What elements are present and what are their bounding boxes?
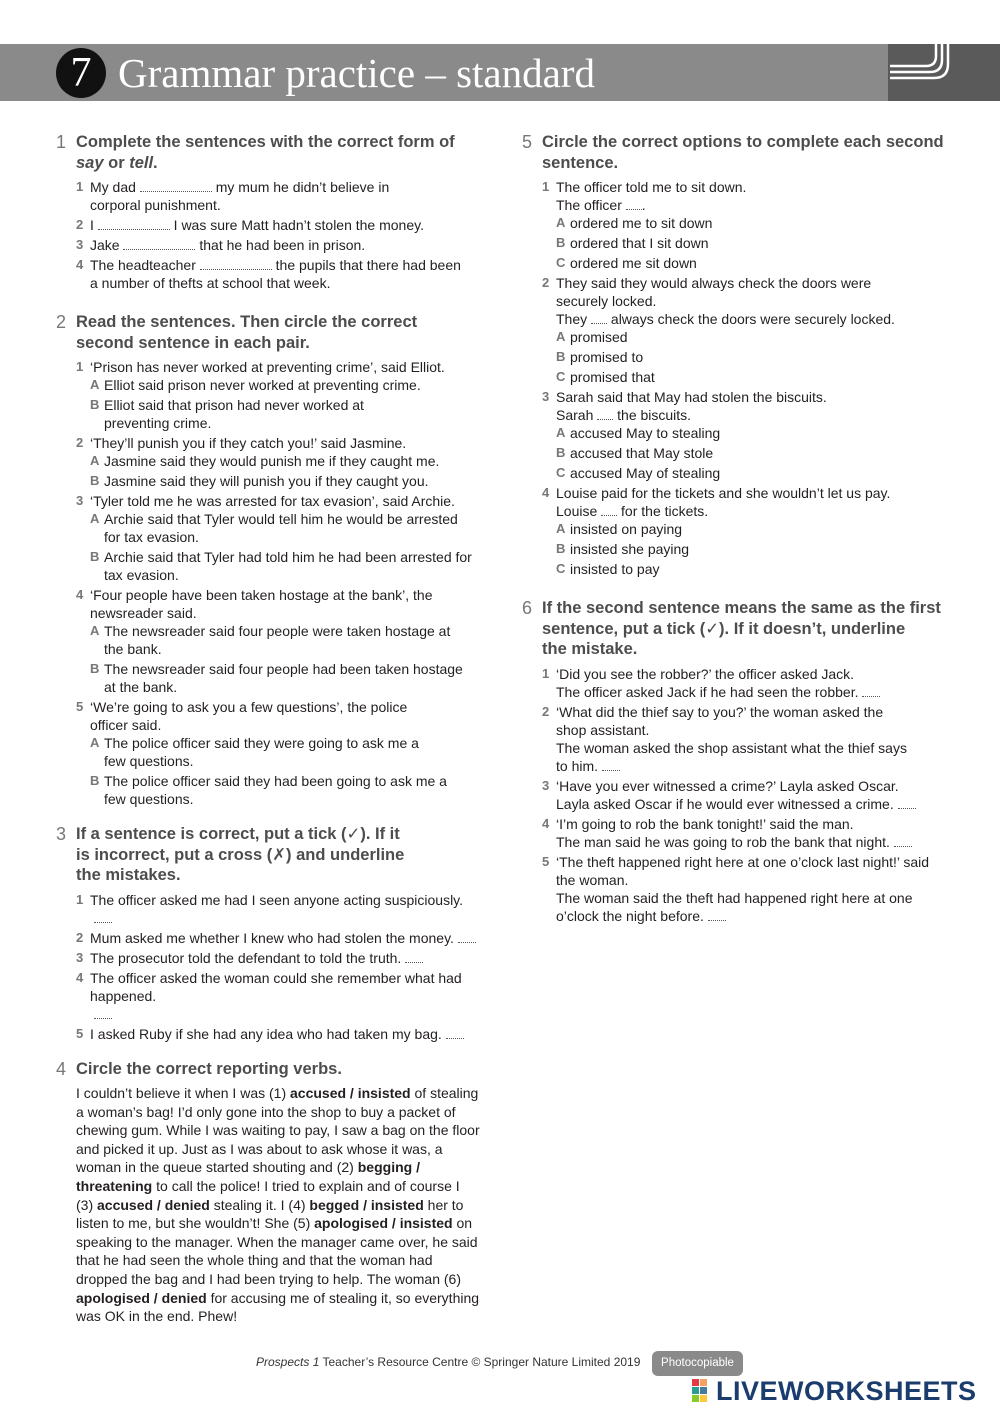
list-item: 3 Sarah said that May had stolen the biscuits. Sarah the biscuits. A accused May to stealing B accused that May stole C accused May of stealing: [542, 388, 946, 482]
answer-option[interactable]: B insisted she paying: [556, 541, 690, 557]
page-title: Grammar practice – standard: [118, 50, 595, 96]
answer-option[interactable]: B ordered that I sit down: [556, 235, 709, 251]
answer-option[interactable]: B The newsreader said four people had been taken hostage at the bank.: [90, 661, 463, 695]
gap-sentence: The officer .: [556, 197, 646, 213]
list-item: 2 I I was sure Matt hadn’t stolen the money.: [76, 217, 424, 233]
reported-sentence: The officer asked Jack if he had seen the robber.: [556, 683, 946, 701]
answer-option[interactable]: A The newsreader said four people were taken hostage at the bank.: [90, 623, 451, 657]
option-pair[interactable]: apologised / denied: [76, 1289, 207, 1306]
exercise-5: [522, 132, 946, 578]
exercise-title: Circle the correct reporting verbs.: [76, 1059, 342, 1078]
answer-option[interactable]: B Archie said that Tyler had told him he had been arrested for tax evasion.: [90, 549, 472, 583]
exercise-title: Circle the correct options to complete each second sentence.: [542, 133, 944, 172]
answer-blank[interactable]: [601, 505, 617, 516]
list-item: 4 The officer asked the woman could she remember what had happened.: [76, 969, 480, 1023]
list-item: 1 ‘Did you see the robber?’ the officer asked Jack. The officer asked Jack if he had seen the robber.: [542, 665, 946, 701]
answer-blank[interactable]: [98, 219, 170, 230]
gap-sentence: Sarah the biscuits.: [556, 407, 692, 423]
answer-option[interactable]: B Jasmine said they will punish you if they caught you.: [90, 473, 429, 489]
answer-option[interactable]: C accused May of stealing: [556, 465, 721, 481]
exercise-4: [56, 1059, 480, 1326]
exercise-title: If the second sentence means the same as the first sentence, put a tick (✓). If it doesn’t, underline the mistake.: [542, 599, 941, 658]
answer-blank[interactable]: [140, 181, 212, 192]
gap-sentence: Louise for the tickets.: [556, 503, 709, 519]
list-item: 4 Louise paid for the tickets and she wouldn’t let us pay. Louise for the tickets. A insisted on paying B insisted she paying C insisted to pay: [542, 484, 946, 578]
reported-sentence: Layla asked Oscar if he would ever witnessed a crime.: [556, 795, 946, 813]
reported-sentence: The man said he was going to rob the bank that night.: [556, 833, 946, 851]
right-column: [522, 132, 946, 939]
answer-blank[interactable]: [597, 409, 613, 420]
answer-blank[interactable]: [602, 760, 620, 771]
list-item: 2 Mum asked me whether I knew who had stolen the money.: [76, 929, 480, 947]
answer-option[interactable]: A The police officer said they were going to ask me a few questions.: [90, 735, 419, 769]
answer-option[interactable]: C insisted to pay: [556, 561, 660, 577]
brand-logo[interactable]: LIVEWORKSHEETS: [692, 1376, 977, 1406]
unit-number-badge: 7: [56, 48, 106, 98]
corner-curves-icon: [888, 44, 1000, 101]
exercise-title: Read the sentences. Then circle the correct second sentence in each pair.: [76, 313, 418, 352]
option-pair[interactable]: accused / insisted: [290, 1085, 411, 1101]
header-decoration: [888, 44, 1000, 101]
answer-blank[interactable]: [94, 912, 112, 923]
reported-sentence: to him.: [556, 757, 946, 775]
exercise-number: 1: [56, 132, 67, 152]
list-item: 5 ‘We’re going to ask you a few questions’, the police officer said.: [76, 699, 408, 733]
answer-blank[interactable]: [94, 1008, 112, 1019]
answer-blank[interactable]: [405, 952, 423, 963]
list-item: 3 The prosecutor told the defendant to told the truth.: [76, 949, 480, 967]
answer-option[interactable]: B The police officer said they had been going to ask me a few questions.: [90, 773, 447, 807]
left-column: [56, 132, 480, 1340]
list-item: 2 ‘What did the thief say to you?’ the woman asked the shop assistant. The woman asked the shop assistant what the thief says to him.: [542, 703, 946, 775]
answer-blank[interactable]: [898, 798, 916, 809]
list-item: 1 The officer asked me had I seen anyone acting suspiciously.: [76, 891, 480, 927]
answer-blank[interactable]: [626, 199, 642, 210]
list-item: 4 The headteacher the pupils that there had been a number of thefts at school that week.: [76, 257, 461, 291]
exercise-3: [56, 824, 480, 1043]
answer-option[interactable]: B Elliot said that prison had never worked at preventing crime.: [90, 397, 364, 431]
exercise-number: 3: [56, 824, 67, 844]
answer-blank[interactable]: [862, 686, 880, 697]
exercise-title: Complete the sentences with the correct form of say or tell.: [76, 133, 455, 172]
photocopiable-badge: Photocopiable: [652, 1351, 743, 1376]
list-item: 1 ‘Prison has never worked at preventing crime’, said Elliot.: [76, 359, 445, 375]
list-item: 4 ‘Four people have been taken hostage at the bank’, the newsreader said.: [76, 587, 433, 621]
answer-option[interactable]: A insisted on paying: [556, 521, 683, 537]
answer-option[interactable]: A Archie said that Tyler would tell him he would be arrested for tax evasion.: [90, 511, 458, 545]
list-item: 5 ‘The theft happened right here at one o’clock last night!’ said the woman. The woman said the theft had happened right here at one o’clock the night before.: [542, 853, 946, 925]
list-item: 3 ‘Tyler told me he was arrested for tax evasion’, said Archie.: [76, 493, 455, 509]
answer-blank[interactable]: [458, 932, 476, 943]
list-item: 5 I asked Ruby if she had any idea who had taken my bag.: [76, 1025, 480, 1043]
answer-blank[interactable]: [446, 1028, 464, 1039]
answer-blank[interactable]: [200, 259, 272, 270]
list-item: 2 ‘They’ll punish you if they catch you!’ said Jasmine.: [76, 435, 407, 451]
list-item: 2 They said they would always check the doors were securely locked. They always check the doors were securely locked. A promised B promised to C promised that: [542, 274, 946, 386]
exercise-1: [56, 132, 480, 292]
list-item: 3 ‘Have you ever witnessed a crime?’ Layla asked Oscar. Layla asked Oscar if he would ever witnessed a crime.: [542, 777, 946, 813]
exercise-number: 5: [522, 132, 533, 152]
reported-sentence: o’clock the night before.: [556, 907, 946, 925]
footer-credit: Prospects 1 Teacher’s Resource Centre © Springer Nature Limited 2019: [256, 1355, 641, 1369]
answer-option[interactable]: B promised to: [556, 349, 644, 365]
list-item: 1 The officer told me to sit down. The officer . A ordered me to sit down B ordered that I sit down C ordered me sit down: [542, 178, 946, 272]
answer-blank[interactable]: [123, 239, 195, 250]
gap-sentence: They always check the doors were securely locked.: [556, 311, 895, 327]
answer-blank[interactable]: [708, 910, 726, 921]
story-paragraph: I couldn’t believe it when I was (1) accused / insisted of stealing a woman’s bag! I’d only gone into the shop to buy a packet of chewing gum. While I was waiting to pay, I saw a bag on the floor and picked it up. Just as I was about to ask whose it was, a woman in the queue started shouting and (2) begging / threatening to call the police! I tried to explain and of course I (3) accused / denied stealing it. I (4) begged / insisted her to listen to me, but she wouldn’t! She (5) apologised / insisted on speaking to the manager. When the manager came over, he said that he had seen the whole thing and that the woman had dropped the bag and I had been trying to help. The woman (6) apologised / denied for accusing me of stealing it, so everything was OK in the end. Phew!: [76, 1085, 480, 1325]
list-item: 1 My dad my mum he didn’t believe in corporal punishment.: [76, 179, 390, 213]
answer-option[interactable]: B accused that May stole: [556, 445, 714, 461]
answer-blank[interactable]: [894, 836, 912, 847]
answer-option[interactable]: A ordered me to sit down: [556, 215, 713, 231]
answer-option[interactable]: A Jasmine said they would punish me if they caught me.: [90, 453, 440, 469]
answer-option[interactable]: A promised: [556, 329, 628, 345]
list-item: 4 ‘I’m going to rob the bank tonight!’ said the man. The man said he was going to rob the bank that night.: [542, 815, 946, 851]
exercise-number: 2: [56, 312, 67, 332]
answer-option[interactable]: C promised that: [556, 369, 655, 385]
answer-option[interactable]: A accused May to stealing: [556, 425, 721, 441]
reported-sentence: The woman said the theft had happened right here at one: [556, 889, 913, 906]
exercise-title: If a sentence is correct, put a tick (✓). If it is incorrect, put a cross (✗) and underline the mistakes.: [76, 825, 405, 884]
option-pair[interactable]: accused / denied: [97, 1196, 210, 1213]
answer-blank[interactable]: [591, 313, 607, 324]
liveworksheets-logo-icon: [692, 1379, 714, 1403]
answer-option[interactable]: C ordered me sit down: [556, 255, 697, 271]
exercise-number: 6: [522, 598, 533, 618]
list-item: 3 Jake that he had been in prison.: [76, 237, 366, 253]
exercise-2: [56, 312, 480, 808]
answer-option[interactable]: A Elliot said prison never worked at preventing crime.: [90, 377, 421, 393]
exercise-6: [522, 598, 946, 925]
option-pair[interactable]: begged / insisted: [309, 1196, 424, 1213]
option-pair[interactable]: begging / threatening: [76, 1159, 420, 1194]
exercise-number: 4: [56, 1058, 67, 1079]
reported-sentence: The woman asked the shop assistant what the thief says: [556, 739, 907, 756]
option-pair[interactable]: apologised / insisted: [314, 1215, 453, 1232]
